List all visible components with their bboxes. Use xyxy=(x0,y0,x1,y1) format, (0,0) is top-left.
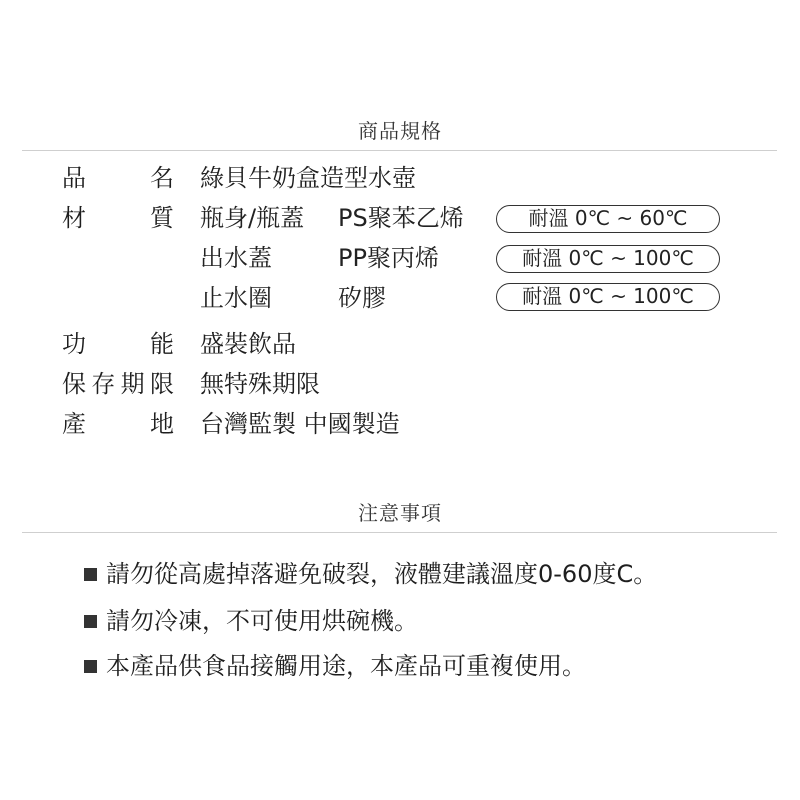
note-item xyxy=(84,557,657,591)
shelf-life-value: 無特殊期限 xyxy=(200,370,320,398)
note-item xyxy=(84,604,418,638)
material-type: 矽膠 xyxy=(338,284,386,312)
note-text: 請勿從高處掉落避免破裂，液體建議溫度0-60度C。 xyxy=(106,560,658,588)
function-value: 盛裝飲品 xyxy=(200,330,296,358)
material-label: 材質 xyxy=(62,204,174,232)
temperature-badge: 耐溫 0℃ ~ 100℃ xyxy=(496,245,720,273)
temperature-badge: 耐溫 0℃ ~ 100℃ xyxy=(496,283,720,311)
specs-divider xyxy=(22,150,777,151)
note-text: 請勿冷凍，不可使用烘碗機。 xyxy=(106,607,418,635)
material-part: 出水蓋 xyxy=(200,244,272,272)
note-item xyxy=(84,649,586,683)
material-part: 止水圈 xyxy=(200,284,272,312)
function-label: 功能 xyxy=(62,330,174,358)
notes-title: 注意事項 xyxy=(358,501,442,525)
origin-value: 台灣監製 中國製造 xyxy=(200,410,400,438)
material-type: PP聚丙烯 xyxy=(338,244,439,272)
name-label: 品名 xyxy=(62,164,174,192)
name-value: 綠貝牛奶盒造型水壺 xyxy=(200,164,416,192)
temperature-badge: 耐溫 0℃ ~ 60℃ xyxy=(496,205,720,233)
material-part: 瓶身/瓶蓋 xyxy=(200,204,305,232)
square-bullet-icon xyxy=(84,615,97,628)
origin-label: 產地 xyxy=(62,410,174,438)
notes-divider xyxy=(22,532,777,533)
square-bullet-icon xyxy=(84,660,97,673)
note-text: 本產品供食品接觸用途，本產品可重複使用。 xyxy=(106,652,586,680)
material-type: PS聚苯乙烯 xyxy=(338,204,464,232)
shelf-life-label: 保存期限 xyxy=(62,370,174,398)
specs-title: 商品規格 xyxy=(358,119,442,143)
square-bullet-icon xyxy=(84,568,97,581)
